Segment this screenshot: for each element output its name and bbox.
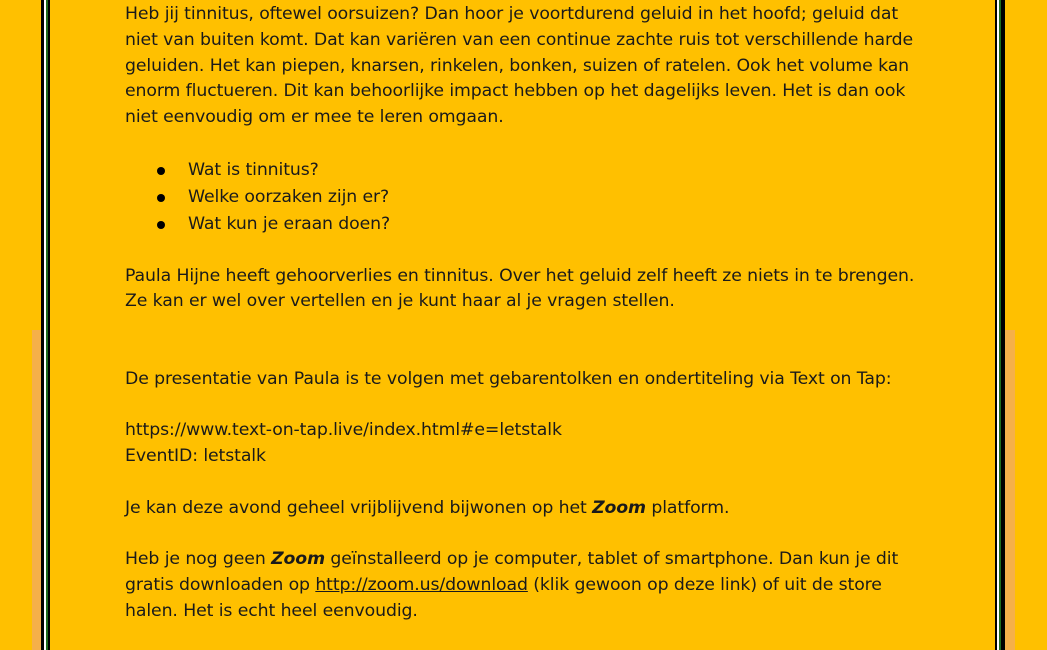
- spacer: [125, 131, 925, 157]
- spacer: [125, 522, 925, 548]
- zoom-info-after: platform.: [645, 497, 730, 518]
- list-item-label: Wat is tinnitus?: [188, 159, 319, 180]
- event-id: EventID: letstalk: [125, 446, 266, 467]
- topic-list: [125, 157, 925, 238]
- page-border-right: [995, 0, 1005, 650]
- speaker-line-2: Ze kan er wel over vertellen en je kunt haar al je vragen stellen.: [125, 291, 675, 312]
- list-item: [125, 184, 925, 211]
- list-item-label: Welke oorzaken zijn er?: [188, 186, 390, 207]
- zoom-download-link[interactable]: http://zoom.us/download: [315, 575, 528, 596]
- download-line-1: [125, 547, 925, 573]
- event-url[interactable]: https://www.text-on-tap.live/index.html#e=letstalk: [125, 420, 562, 441]
- spacer: [125, 238, 925, 264]
- spacer: [125, 315, 925, 367]
- presentation-line: De presentatie van Paula is te volgen met gebarentolken en ondertiteling via Text on Tap:: [125, 368, 892, 389]
- intro-line-5: niet eenvoudig om er mee te leren omgaan.: [125, 107, 504, 128]
- list-item: [125, 211, 925, 238]
- page-border-left: [41, 0, 50, 650]
- list-item-label: Wat kun je eraan doen?: [188, 213, 391, 234]
- bullet-icon: [157, 221, 165, 229]
- page-shadow-right: [1005, 330, 1015, 650]
- download-line-2-before: gratis downloaden op: [125, 575, 316, 596]
- download-line-2: [125, 573, 925, 599]
- spacer: [125, 470, 925, 496]
- list-item: [125, 157, 925, 184]
- bullet-icon: [157, 167, 165, 175]
- intro-line-3: geluiden. Het kan piepen, knarsen, rinkelen, bonken, suizen of ratelen. Ook het volume kan: [125, 55, 910, 76]
- spacer: [125, 393, 925, 419]
- document-body: [125, 2, 925, 625]
- bullet-icon: [157, 194, 165, 202]
- intro-line-1: Heb jij tinnitus, oftewel oorsuizen? Dan hoor je voortdurend geluid in het hoofd; geluid dat: [125, 4, 898, 24]
- download-part-1: Heb je nog geen: [125, 549, 272, 570]
- download-part-2: geïnstalleerd op je computer, tablet of smartphone. Dan kun je dit: [324, 549, 899, 570]
- download-line-2-after: (klik gewoon op deze link) of uit de store: [527, 575, 882, 596]
- speaker-line-1: Paula Hijne heeft gehoorverlies en tinnitus. Over het geluid zelf heeft ze niets in te brengen.: [125, 265, 915, 286]
- zoom-brand: Zoom: [592, 497, 646, 518]
- download-line-3: halen. Het is echt heel eenvoudig.: [125, 600, 418, 621]
- zoom-info-before: Je kan deze avond geheel vrijblijvend bijwonen op het: [125, 497, 593, 518]
- zoom-info-line: [125, 496, 925, 522]
- intro-line-4: enorm fluctueren. Dit kan behoorlijke impact hebben op het dagelijks leven. Het is dan ook: [125, 81, 906, 102]
- zoom-brand: Zoom: [271, 549, 325, 570]
- page-shadow-left: [32, 330, 41, 650]
- intro-line-2: niet van buiten komt. Dat kan variëren van een continue zachte ruis tot verschillende harde: [125, 29, 914, 50]
